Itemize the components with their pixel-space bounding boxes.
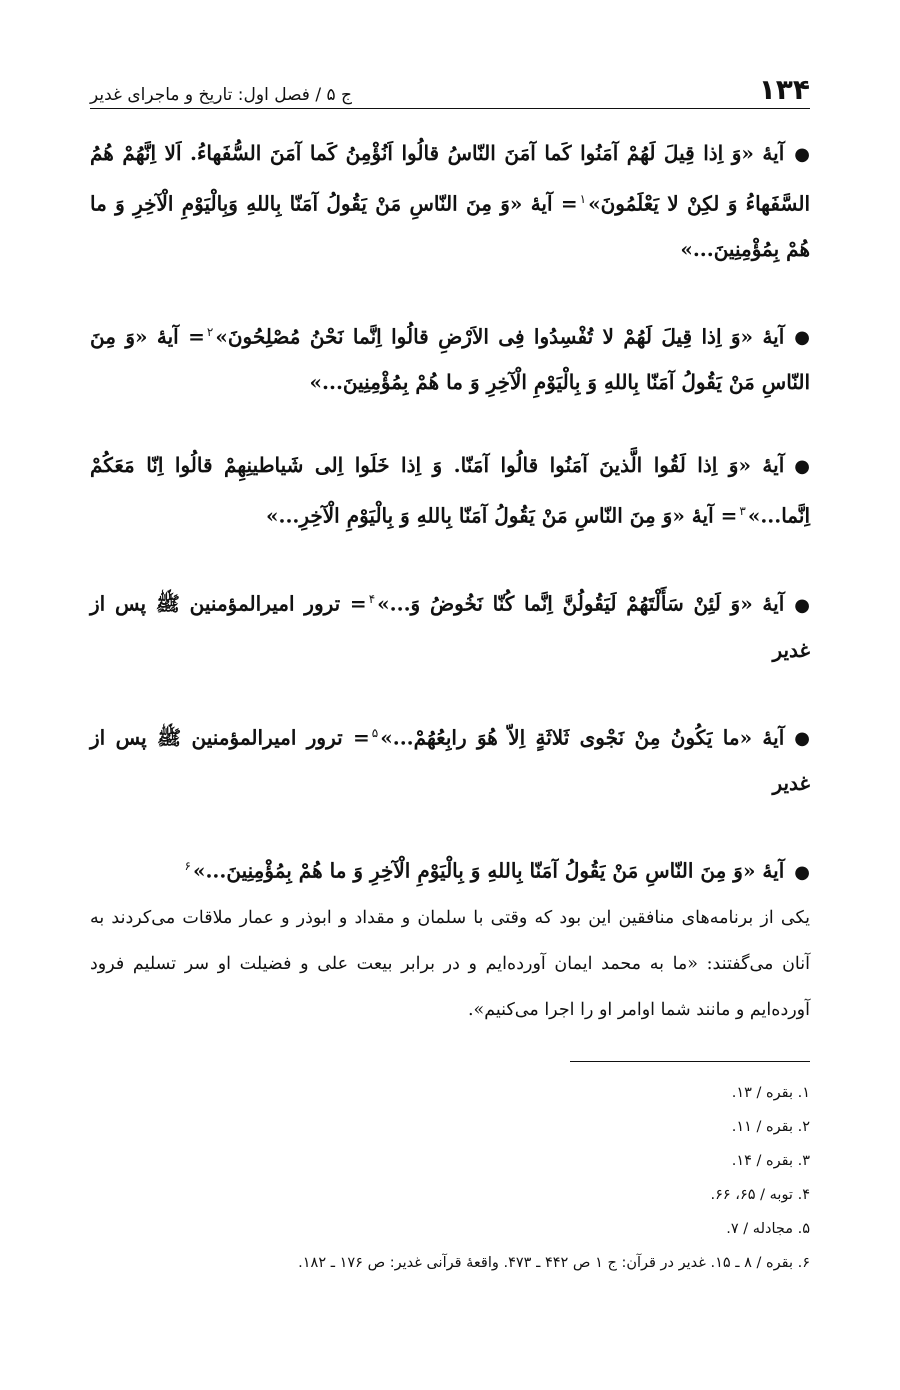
verse-equivalent: = ترور امیرالمؤمنین ﷺ پس از غدیر xyxy=(90,591,810,662)
page-number: ۱۳۴ xyxy=(758,73,810,106)
verse-equivalent: = آیهٔ «وَ مِنَ النّاسِ مَنْ یَقُولُ آمَنّا بِاللهِ وَبِالْیَوْمِ الْآخِرِ وَ ما هُمْ بِمُؤْمِنِینَ...» xyxy=(90,191,810,261)
verse-entry xyxy=(90,443,810,539)
commentary-paragraph: یکی از برنامه‌های منافقین این بود که وقتی با سلمان و مقداد و ابوذر و عمار ملاقات می‌کردند به آنان می‌گفتند: «ما به محمد ایمان آورده‌ایم و در برابر بیعت علی و فضیلت او سر تسلیم فرود آورده‌ایم و مانند شما اوامر او را اجرا می‌کنیم». xyxy=(90,907,810,1020)
verse-entry xyxy=(90,844,810,895)
verse-text: آیهٔ «ما یَکُونُ مِنْ نَجْوی ثَلاثَةٍ اِلاّ هُوَ رابِعُهُمْ...» xyxy=(380,725,785,750)
page-header xyxy=(90,60,810,109)
verse-text: آیهٔ «وَ اِذا قِیلَ لَهُمْ آمَنُوا کَما آمَنَ النّاسُ قالُوا اَنُؤْمِنُ کَما آمَنَ السُّفَهاءُ. اَلا اِنَّهُمْ هُمُ السَّفَهاءُ وَ لکِنْ لا یَعْلَمُونَ» xyxy=(90,141,810,216)
footnote-ref[interactable]: ۶ xyxy=(184,859,191,874)
verse-text: آیهٔ «وَ اِذا قِیلَ لَهُمْ لا تُفْسِدُوا فِی الاَرْضِ قالُوا اِنَّما نَحْنُ مُصْلِحُونَ» xyxy=(215,324,785,349)
verse-equivalent: = آیهٔ «وَ مِنَ النّاسِ مَنْ یَقُولُ آمَنّا بِاللهِ وَ بِالْیَوْمِ الْآخِرِ وَ ما هُمْ بِمُؤْمِنِینَ...» xyxy=(90,324,810,395)
footnote: ۱. بقره / ۱۳. xyxy=(731,1084,810,1101)
footnote-ref[interactable]: ۵ xyxy=(371,725,379,740)
bullet-icon: ● xyxy=(794,594,810,616)
footnote-ref[interactable]: ۱ xyxy=(579,192,587,206)
bullet-icon: ● xyxy=(794,861,810,883)
running-head: ج ۵ / فصل اول: تاریخ و ماجرای غدیر xyxy=(90,85,353,105)
footnote: ۶. بقره / ۸ ـ ۱۵. غدیر در قرآن: ج ۱ ص ۴۴۲ ـ ۴۷۳. واقعهٔ قرآنی غدیر: ص ۱۷۶ ـ ۱۸۲. xyxy=(298,1254,810,1271)
bullet-icon: ● xyxy=(794,144,810,165)
bullet-icon: ● xyxy=(794,728,810,750)
verse-entry xyxy=(90,577,810,673)
verse-text: آیهٔ «وَ مِنَ النّاسِ مَنْ یَقُولُ آمَنّا بِاللهِ وَ بِالْیَوْمِ الْآخِرِ وَ ما هُمْ بِمُؤْمِنِینَ...» xyxy=(192,858,785,883)
verse-text: آیهٔ «وَ اِذا لَقُوا الَّذینَ آمَنُوا قالُوا آمَنّا. وَ اِذا خَلَوا اِلی شَیاطینِهِمْ قالُوا اِنّا مَعَکُمْ اِنَّما...» xyxy=(90,453,810,528)
book-page xyxy=(90,60,810,1280)
footnote-list xyxy=(90,1076,810,1280)
bullet-icon: ● xyxy=(794,456,810,478)
verse-entry xyxy=(90,131,810,272)
footnote-ref[interactable]: ۳ xyxy=(739,504,746,519)
footnote-ref[interactable]: ۴ xyxy=(368,591,376,606)
verse-equivalent: = ترور امیرالمؤمنین ﷺ پس از غدیر xyxy=(90,725,810,796)
footnote-divider xyxy=(570,1061,810,1062)
verse-list xyxy=(90,131,810,1033)
verse-entry xyxy=(90,310,810,406)
verse-entry xyxy=(90,711,810,807)
footnote: ۴. توبه / ۶۵، ۶۶. xyxy=(710,1186,810,1203)
bullet-icon: ● xyxy=(794,327,811,349)
footnote: ۵. مجادله / ۷. xyxy=(726,1220,810,1237)
verse-text: آیهٔ «وَ لَئِنْ سَأَلْتَهُمْ لَیَقُولُنَّ اِنَّما کُنّا نَخُوضُ وَ...» xyxy=(377,591,785,616)
footnote-ref[interactable]: ۲ xyxy=(206,324,214,339)
footnote: ۳. بقره / ۱۴. xyxy=(731,1152,810,1169)
footnote: ۲. بقره / ۱۱. xyxy=(731,1118,810,1135)
verse-equivalent: = آیهٔ «وَ مِنَ النّاسِ مَنْ یَقُولُ آمَنّا بِاللهِ وَ بِالْیَوْمِ الْآخِرِ...» xyxy=(265,503,738,528)
